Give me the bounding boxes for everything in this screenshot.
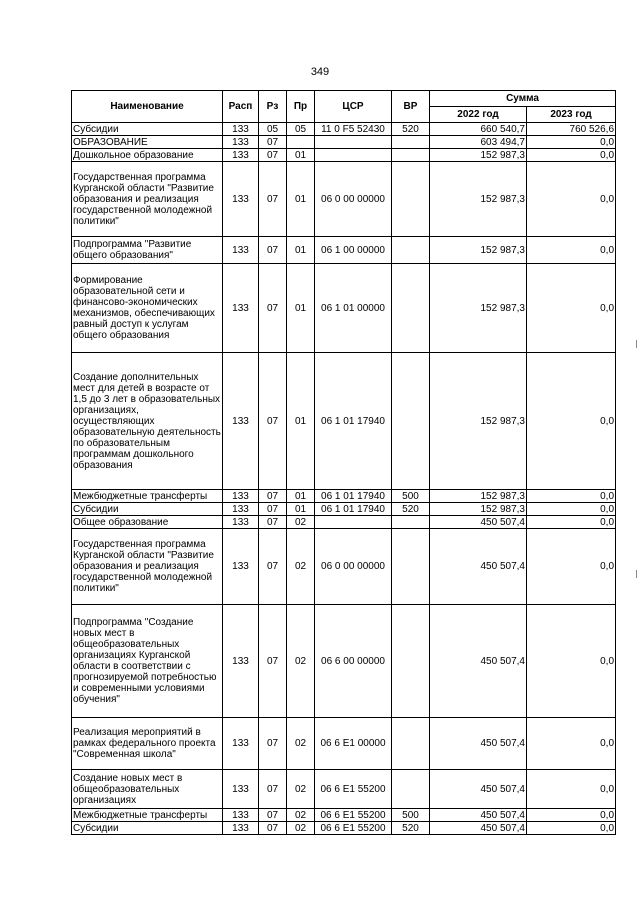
- table-row: [72, 490, 616, 503]
- row-csr: 06 6 E1 55200: [315, 809, 392, 822]
- row-rz: 07: [259, 237, 287, 264]
- row-pr: 02: [287, 822, 315, 835]
- row-sum-2023: 0,0: [527, 264, 616, 353]
- row-pr: 02: [287, 605, 315, 718]
- row-rz: 05: [259, 123, 287, 136]
- row-sum-2023: 0,0: [527, 809, 616, 822]
- row-pr: 02: [287, 809, 315, 822]
- row-vr: [392, 770, 430, 809]
- row-rasp: 133: [223, 123, 259, 136]
- row-name: Межбюджетные трансферты: [72, 809, 223, 822]
- scan-mark: [636, 340, 637, 348]
- row-csr: 06 1 01 17940: [315, 353, 392, 490]
- table-row: [72, 162, 616, 237]
- row-vr: [392, 136, 430, 149]
- row-csr: 06 6 00 00000: [315, 605, 392, 718]
- row-pr: 05: [287, 123, 315, 136]
- row-pr: 02: [287, 770, 315, 809]
- row-sum-2022: 450 507,4: [430, 822, 527, 835]
- row-vr: [392, 353, 430, 490]
- table-row: [72, 809, 616, 822]
- row-sum-2022: 450 507,4: [430, 529, 527, 605]
- row-rz: 07: [259, 770, 287, 809]
- row-pr: 02: [287, 718, 315, 770]
- row-sum-2022: 603 494,7: [430, 136, 527, 149]
- row-rz: 07: [259, 503, 287, 516]
- row-pr: 02: [287, 529, 315, 605]
- row-rz: 07: [259, 162, 287, 237]
- table-row: [72, 529, 616, 605]
- row-sum-2022: 450 507,4: [430, 605, 527, 718]
- row-sum-2022: 450 507,4: [430, 770, 527, 809]
- row-rz: 07: [259, 718, 287, 770]
- table-row: [72, 770, 616, 809]
- table-row: [72, 237, 616, 264]
- header-year-2022: 2022 год: [430, 107, 527, 123]
- row-rz: 07: [259, 809, 287, 822]
- row-rz: 07: [259, 605, 287, 718]
- row-rasp: 133: [223, 718, 259, 770]
- row-name: Реализация мероприятий в рамках федерального проекта "Современная школа": [72, 718, 223, 770]
- row-sum-2023: 0,0: [527, 770, 616, 809]
- row-rz: 07: [259, 490, 287, 503]
- table-row: [72, 136, 616, 149]
- row-sum-2023: 0,0: [527, 822, 616, 835]
- row-vr: 520: [392, 822, 430, 835]
- row-csr: 11 0 F5 52430: [315, 123, 392, 136]
- row-rasp: 133: [223, 149, 259, 162]
- table-header: [72, 91, 616, 123]
- row-vr: [392, 162, 430, 237]
- table-body: [72, 123, 616, 835]
- table-row: [72, 123, 616, 136]
- row-rasp: 133: [223, 529, 259, 605]
- row-rz: 07: [259, 149, 287, 162]
- row-csr: [315, 136, 392, 149]
- row-name: Общее образование: [72, 516, 223, 529]
- row-rasp: 133: [223, 353, 259, 490]
- row-sum-2023: 0,0: [527, 529, 616, 605]
- row-sum-2022: 660 540,7: [430, 123, 527, 136]
- row-rasp: 133: [223, 822, 259, 835]
- row-sum-2023: 0,0: [527, 490, 616, 503]
- row-name: ОБРАЗОВАНИЕ: [72, 136, 223, 149]
- row-pr: 01: [287, 149, 315, 162]
- table-row: [72, 353, 616, 490]
- header-pr: Пр: [287, 91, 315, 123]
- row-rz: 07: [259, 516, 287, 529]
- row-pr: 01: [287, 162, 315, 237]
- row-sum-2022: 152 987,3: [430, 503, 527, 516]
- row-pr: 01: [287, 264, 315, 353]
- row-name: Дошкольное образование: [72, 149, 223, 162]
- row-vr: [392, 718, 430, 770]
- row-rasp: 133: [223, 264, 259, 353]
- table-row: [72, 503, 616, 516]
- row-vr: [392, 605, 430, 718]
- row-sum-2023: 0,0: [527, 136, 616, 149]
- table-row: [72, 605, 616, 718]
- header-sum: Сумма: [430, 91, 616, 107]
- row-pr: 01: [287, 353, 315, 490]
- row-rz: 07: [259, 264, 287, 353]
- header-year-2023: 2023 год: [527, 107, 616, 123]
- row-sum-2022: 152 987,3: [430, 162, 527, 237]
- row-sum-2023: 0,0: [527, 237, 616, 264]
- row-name: Субсидии: [72, 822, 223, 835]
- row-name: Государственная программа Курганской области "Развитие образования и реализация государственной молодежной политики": [72, 162, 223, 237]
- row-vr: [392, 264, 430, 353]
- table-row: [72, 822, 616, 835]
- row-csr: [315, 149, 392, 162]
- row-csr: 06 1 00 00000: [315, 237, 392, 264]
- row-sum-2023: 0,0: [527, 162, 616, 237]
- scan-mark: [636, 570, 637, 578]
- row-vr: [392, 237, 430, 264]
- row-name: Подпрограмма "Развитие общего образования": [72, 237, 223, 264]
- budget-table: [71, 90, 616, 835]
- row-sum-2022: 152 987,3: [430, 264, 527, 353]
- header-csr: ЦСР: [315, 91, 392, 123]
- row-rasp: 133: [223, 136, 259, 149]
- row-name: Субсидии: [72, 503, 223, 516]
- row-rasp: 133: [223, 770, 259, 809]
- row-name: Межбюджетные трансферты: [72, 490, 223, 503]
- row-name: Создание дополнительных мест для детей в возрасте от 1,5 до 3 лет в образовательных организациях, осуществляющих образовательную деятельность по образовательным программам дошкольного образования: [72, 353, 223, 490]
- row-name: Подпрограмма "Создание новых мест в общеобразовательных организациях Курганской области в соответствии с прогнозируемой потребностью и современными условиями обучения": [72, 605, 223, 718]
- row-sum-2023: 0,0: [527, 353, 616, 490]
- row-rz: 07: [259, 136, 287, 149]
- row-sum-2022: 152 987,3: [430, 237, 527, 264]
- row-rasp: 133: [223, 503, 259, 516]
- row-rasp: 133: [223, 516, 259, 529]
- row-sum-2022: 450 507,4: [430, 718, 527, 770]
- row-sum-2023: 0,0: [527, 503, 616, 516]
- row-rz: 07: [259, 353, 287, 490]
- row-sum-2022: 152 987,3: [430, 149, 527, 162]
- table-row: [72, 264, 616, 353]
- row-pr: 01: [287, 503, 315, 516]
- header-rz: Рз: [259, 91, 287, 123]
- header-vr: ВР: [392, 91, 430, 123]
- table-row: [72, 149, 616, 162]
- row-csr: 06 1 01 00000: [315, 264, 392, 353]
- row-vr: 500: [392, 809, 430, 822]
- row-name: Создание новых мест в общеобразовательных организациях: [72, 770, 223, 809]
- row-rasp: 133: [223, 237, 259, 264]
- row-sum-2023: 760 526,6: [527, 123, 616, 136]
- row-csr: 06 6 E1 55200: [315, 770, 392, 809]
- row-csr: [315, 516, 392, 529]
- table-row: [72, 718, 616, 770]
- row-sum-2022: 450 507,4: [430, 809, 527, 822]
- row-rasp: 133: [223, 490, 259, 503]
- row-vr: 520: [392, 503, 430, 516]
- row-csr: 06 0 00 00000: [315, 162, 392, 237]
- row-sum-2023: 0,0: [527, 516, 616, 529]
- row-rasp: 133: [223, 162, 259, 237]
- row-name: Формирование образовательной сети и финансово-экономических механизмов, обеспечивающих равный доступ к услугам общего образования: [72, 264, 223, 353]
- row-vr: 500: [392, 490, 430, 503]
- header-name: Наименование: [72, 91, 223, 123]
- header-rasp: Расп: [223, 91, 259, 123]
- row-name: Государственная программа Курганской области "Развитие образования и реализация государственной молодежной политики": [72, 529, 223, 605]
- row-rz: 07: [259, 529, 287, 605]
- row-vr: [392, 149, 430, 162]
- row-csr: 06 6 E1 55200: [315, 822, 392, 835]
- row-pr: 02: [287, 516, 315, 529]
- row-pr: [287, 136, 315, 149]
- row-csr: 06 1 01 17940: [315, 490, 392, 503]
- row-csr: 06 0 00 00000: [315, 529, 392, 605]
- row-vr: 520: [392, 123, 430, 136]
- row-vr: [392, 529, 430, 605]
- row-rasp: 133: [223, 605, 259, 718]
- row-rz: 07: [259, 822, 287, 835]
- row-vr: [392, 516, 430, 529]
- row-csr: 06 6 E1 00000: [315, 718, 392, 770]
- row-pr: 01: [287, 490, 315, 503]
- row-sum-2022: 152 987,3: [430, 353, 527, 490]
- row-csr: 06 1 01 17940: [315, 503, 392, 516]
- row-sum-2023: 0,0: [527, 718, 616, 770]
- row-sum-2022: 152 987,3: [430, 490, 527, 503]
- row-name: Субсидии: [72, 123, 223, 136]
- table-row: [72, 516, 616, 529]
- row-sum-2022: 450 507,4: [430, 516, 527, 529]
- row-sum-2023: 0,0: [527, 605, 616, 718]
- page-number: 349: [310, 66, 330, 78]
- row-pr: 01: [287, 237, 315, 264]
- row-rasp: 133: [223, 809, 259, 822]
- row-sum-2023: 0,0: [527, 149, 616, 162]
